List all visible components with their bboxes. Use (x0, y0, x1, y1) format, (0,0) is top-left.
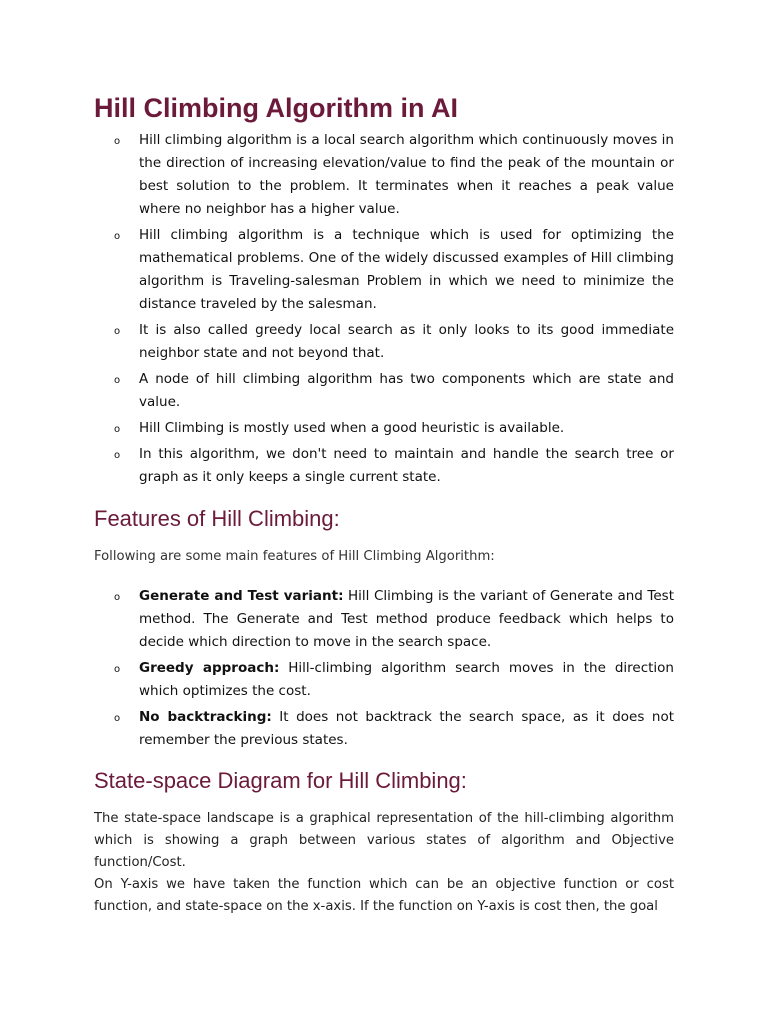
bullet-marker: o (114, 450, 121, 461)
list-item-text: A node of hill climbing algorithm has two components which are state and value. (139, 371, 674, 410)
list-item-text: Hill Climbing is mostly used when a good heuristic is available. (139, 420, 565, 436)
bullet-marker: o (114, 592, 121, 603)
state-space-heading: State-space Diagram for Hill Climbing: (94, 768, 467, 793)
list-item-text: Hill climbing algorithm is a technique which is used for optimizing the mathematical problems. One of the widely discussed examples of Hill climbing algorithm is Traveling-salesman Problem in which we need to minimize the distance traveled by the salesman. (139, 227, 674, 312)
list-item (94, 443, 674, 489)
bullet-marker: o (114, 231, 121, 242)
list-item (94, 585, 674, 654)
feature-term: Generate and Test variant: (139, 588, 344, 604)
list-item-text: In this algorithm, we don't need to maintain and handle the search tree or graph as it only keeps a single current state. (139, 446, 674, 485)
bullet-marker: o (114, 326, 121, 337)
list-item (94, 224, 674, 316)
list-item (94, 319, 674, 365)
feature-term: Greedy approach: (139, 660, 280, 676)
features-bullet-list (94, 585, 674, 755)
list-item-text: Hill climbing algorithm is a local search algorithm which continuously moves in the direction of increasing elevation/value to find the peak of the mountain or best solution to the problem. It terminates when it reaches a peak value where no neighbor has a higher value. (139, 132, 674, 217)
bullet-marker: o (114, 424, 121, 435)
bullet-marker: o (114, 664, 121, 675)
feature-term: No backtracking: (139, 709, 272, 725)
feature-text: It does not backtrack the search space, as it does not remember the previous states. (139, 709, 675, 748)
page-title: Hill Climbing Algorithm in AI (94, 93, 458, 123)
intro-bullet-list (94, 129, 674, 492)
list-item (94, 706, 674, 752)
state-space-paragraph: On Y-axis we have taken the function which can be an objective function or cost function, and state-space on the x-axis. If the function on Y-axis is cost then, the goal (94, 877, 674, 914)
bullet-marker: o (114, 136, 121, 147)
state-space-paragraph: The state-space landscape is a graphical representation of the hill-climbing algorithm which is showing a graph between various states of algorithm and Objective function/Cost. (94, 811, 674, 870)
list-item-text: It is also called greedy local search as it only looks to its good immediate neighbor state and not beyond that. (139, 322, 674, 361)
list-item (94, 368, 674, 414)
feature-text: Hill-climbing algorithm search moves in the direction which optimizes the cost. (139, 660, 674, 699)
list-item (94, 417, 674, 440)
feature-text: Hill Climbing is the variant of Generate and Test method. The Generate and Test method produce feedback which helps to decide which direction to move in the search space. (139, 588, 674, 650)
bullet-marker: o (114, 375, 121, 386)
bullet-marker: o (114, 713, 121, 724)
features-heading: Features of Hill Climbing: (94, 506, 340, 531)
features-intro: Following are some main features of Hill Climbing Algorithm: (94, 549, 495, 564)
list-item (94, 129, 674, 221)
list-item (94, 657, 674, 703)
